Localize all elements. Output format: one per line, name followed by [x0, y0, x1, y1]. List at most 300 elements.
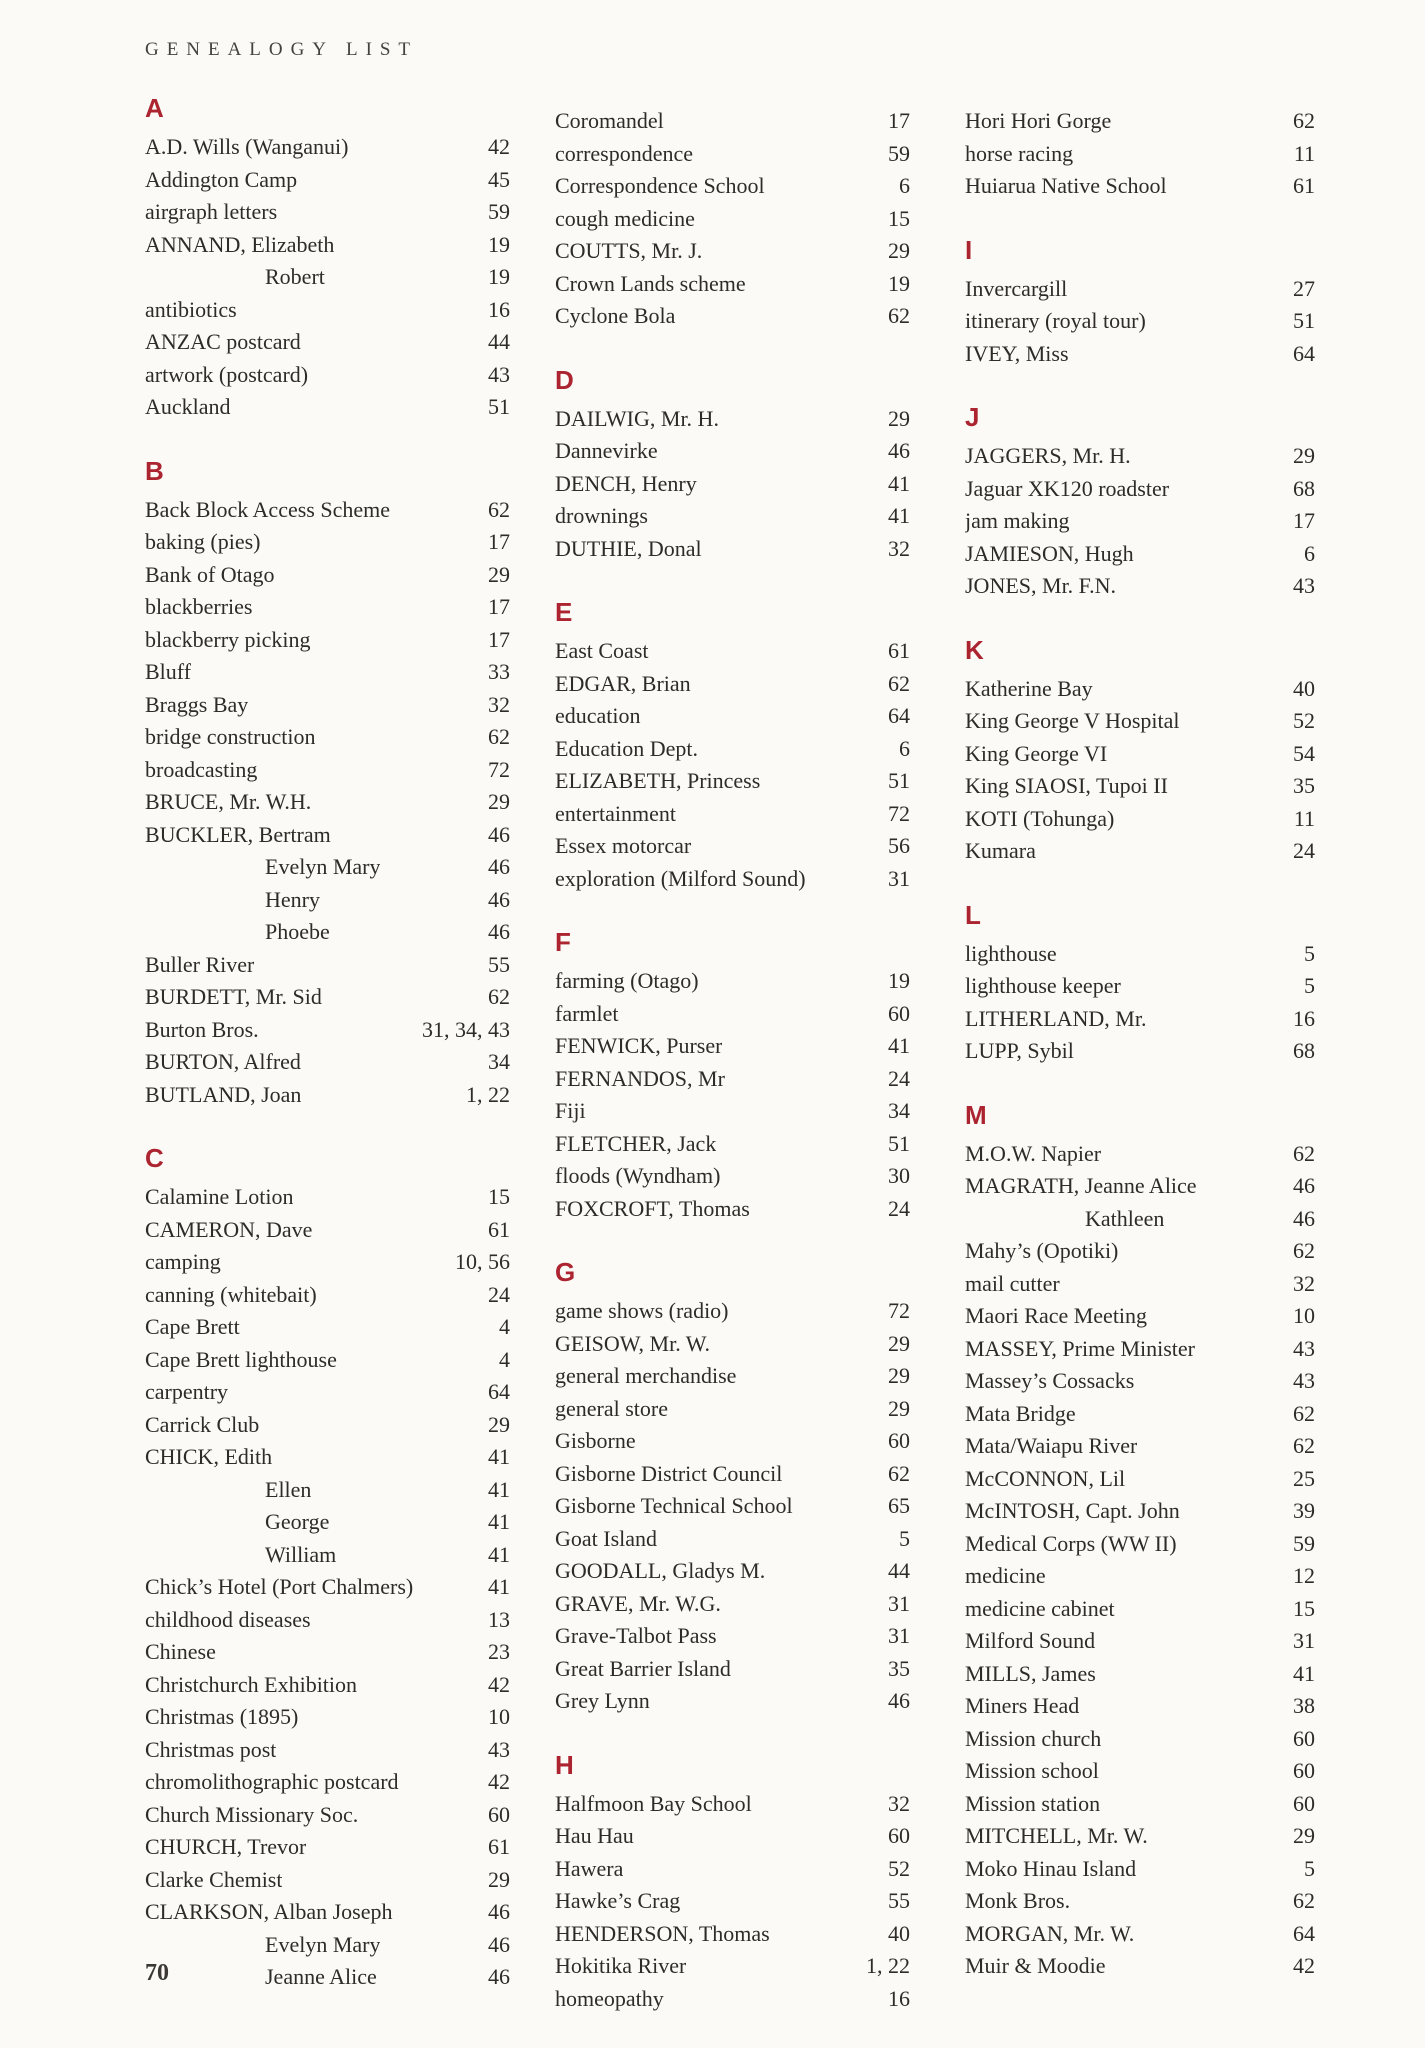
entry-pages: 24: [888, 1195, 910, 1221]
index-entry: [965, 803, 1315, 836]
entry-label: medicine cabinet: [965, 1595, 1115, 1621]
entry-pages: 30: [888, 1163, 910, 1188]
index-entry: [965, 1333, 1315, 1366]
entry-label: Mission school: [965, 1758, 1099, 1783]
entry-label: JONES, Mr. F.N.: [965, 573, 1117, 598]
entry-pages: 41: [488, 1574, 510, 1599]
entry-label: Burton Bros.: [145, 1016, 259, 1042]
entry-label: game shows (radio): [555, 1298, 729, 1323]
entry-pages: 64: [888, 703, 910, 728]
entry-label: DAILWIG, Mr. H.: [555, 405, 719, 431]
index-entry: [555, 1360, 910, 1393]
index-entry: [555, 1788, 910, 1821]
section-F: [555, 929, 910, 1225]
entry-label: FENWICK, Purser: [555, 1033, 723, 1058]
index-entry: [965, 1003, 1315, 1036]
index-entry: [145, 624, 510, 657]
section-H: [555, 1749, 910, 2016]
entry-pages: 31: [888, 865, 910, 891]
index-entry: [145, 1831, 510, 1864]
entry-pages: 72: [488, 756, 510, 782]
entry-label: Moko Hinau Island: [965, 1855, 1137, 1881]
index-entry: [555, 1685, 910, 1718]
entry-pages: 29: [888, 238, 910, 263]
index-entry: [145, 1441, 510, 1474]
entry-pages: 43: [1293, 1368, 1315, 1393]
entry-pages: 46: [488, 1931, 510, 1957]
index-entry: [555, 765, 910, 798]
entry-label: Coromandel: [555, 108, 664, 133]
index-entry: [555, 1095, 910, 1128]
entry-pages: 51: [1293, 308, 1315, 333]
entry-pages: 5: [1304, 1855, 1315, 1881]
entry-label: baking (pies): [145, 529, 261, 554]
entry-pages: 46: [488, 886, 510, 912]
entry-pages: 46: [488, 821, 510, 847]
entry-label: MAGRATH, Jeanne Alice: [965, 1173, 1197, 1198]
entry-pages: 52: [888, 1855, 910, 1881]
entry-label: floods (Wyndham): [555, 1163, 721, 1188]
entry-label: JAGGERS, Mr. H.: [965, 443, 1131, 468]
entry-pages: 19: [888, 270, 910, 296]
entry-label: canning (whitebait): [145, 1281, 317, 1307]
index-entry: [965, 1885, 1315, 1918]
section-letter: F: [555, 927, 571, 957]
entry-label: farming (Otago): [555, 968, 699, 993]
index-entry: [965, 170, 1315, 203]
index-entry: [555, 1620, 910, 1653]
entry-pages: 43: [488, 1736, 510, 1762]
index-entry: [145, 1539, 510, 1572]
index-entry: [145, 359, 510, 392]
section-letter: D: [555, 364, 574, 395]
entry-pages: 31, 34, 43: [422, 1016, 510, 1042]
index-entry: [555, 1328, 910, 1361]
section-letter: K: [965, 634, 984, 665]
index-column-3: [965, 95, 1315, 1983]
index-entry: [965, 1365, 1315, 1398]
section-M: [965, 1099, 1315, 1983]
index-entry: [555, 1193, 910, 1226]
entry-label: drownings: [555, 503, 648, 528]
index-entry: [145, 1701, 510, 1734]
entry-pages: 24: [488, 1281, 510, 1307]
entry-label: Braggs Bay: [145, 691, 249, 717]
entry-pages: 64: [1293, 1920, 1315, 1946]
index-entry: [555, 533, 910, 566]
entry-pages: 42: [488, 134, 510, 159]
entry-pages: 51: [488, 394, 510, 419]
index-entry: [965, 305, 1315, 338]
index-column-1: [145, 95, 510, 1994]
entry-pages: 68: [1293, 1038, 1315, 1063]
entry-pages: 17: [488, 626, 510, 652]
entry-pages: 54: [1293, 740, 1315, 766]
entry-pages: 42: [488, 1769, 510, 1794]
entry-label: education: [555, 703, 641, 728]
entry-pages: 29: [888, 405, 910, 431]
entry-pages: 15: [488, 1184, 510, 1209]
entry-label: McCONNON, Lil: [965, 1465, 1126, 1491]
entry-pages: 10: [1293, 1303, 1315, 1328]
index-entry: [965, 1853, 1315, 1886]
index-entry: [965, 273, 1315, 306]
entry-pages: 23: [488, 1639, 510, 1664]
entry-label: carpentry: [145, 1379, 229, 1404]
entry-pages: 32: [888, 1790, 910, 1816]
entry-label: Essex motorcar: [555, 833, 692, 858]
entry-label: Robert: [265, 264, 325, 289]
entry-label: McINTOSH, Capt. John: [965, 1498, 1180, 1523]
entry-label: Christmas post: [145, 1736, 277, 1762]
entry-pages: 29: [888, 1395, 910, 1421]
entry-pages: 62: [488, 724, 510, 749]
entry-pages: 17: [488, 529, 510, 554]
entry-label: homeopathy: [555, 1985, 664, 2011]
entry-pages: 51: [888, 1130, 910, 1156]
entry-pages: 43: [1293, 573, 1315, 598]
index-entry: [555, 1853, 910, 1886]
entry-label: Fiji: [555, 1098, 586, 1123]
entry-label: Kathleen: [1085, 1205, 1165, 1231]
entry-pages: 62: [888, 1460, 910, 1486]
index-entry: [145, 1636, 510, 1669]
entry-pages: 46: [488, 854, 510, 879]
entry-pages: 64: [488, 1379, 510, 1404]
index-entry: [555, 635, 910, 668]
index-entry: [555, 1555, 910, 1588]
entry-label: JAMIESON, Hugh: [965, 540, 1134, 566]
entry-pages: 44: [488, 329, 510, 354]
entry-label: LITHERLAND, Mr.: [965, 1005, 1147, 1031]
index-entry: [555, 965, 910, 998]
entry-pages: 29: [488, 1866, 510, 1892]
index-entry: [965, 938, 1315, 971]
index-entry: [145, 1766, 510, 1799]
index-entry: [145, 754, 510, 787]
entry-label: DUTHIE, Donal: [555, 535, 702, 561]
entry-pages: 68: [1293, 475, 1315, 501]
entry-label: Grey Lynn: [555, 1688, 650, 1713]
index-entry: [965, 1035, 1315, 1068]
index-entry: [555, 1425, 910, 1458]
entry-label: Medical Corps (WW II): [965, 1530, 1177, 1556]
entry-label: Crown Lands scheme: [555, 270, 746, 296]
index-entry: [965, 1235, 1315, 1268]
entry-pages: 29: [488, 789, 510, 814]
entry-label: BURTON, Alfred: [145, 1049, 301, 1074]
entry-label: FERNANDOS, Mr: [555, 1065, 725, 1091]
section-letter: J: [965, 402, 980, 432]
index-entry: [965, 1658, 1315, 1691]
entry-pages: 61: [488, 1834, 510, 1859]
index-entry: [145, 1506, 510, 1539]
index-entry: [965, 570, 1315, 603]
index-entry: [145, 1571, 510, 1604]
index-entry: [145, 1799, 510, 1832]
index-entry: [145, 1961, 510, 1994]
entry-label: Great Barrier Island: [555, 1655, 731, 1681]
entry-label: jam making: [965, 508, 1070, 533]
entry-pages: 32: [888, 535, 910, 561]
section-J: [965, 404, 1315, 603]
entry-label: Evelyn Mary: [265, 1931, 381, 1957]
entry-pages: 62: [1293, 1140, 1315, 1166]
entry-label: Mahy’s (Opotiki): [965, 1238, 1119, 1263]
entry-pages: 40: [888, 1920, 910, 1946]
entry-pages: 19: [488, 264, 510, 289]
entry-label: Hau Hau: [555, 1823, 634, 1848]
entry-pages: 25: [1293, 1465, 1315, 1491]
index-entry: [145, 819, 510, 852]
entry-label: blackberry picking: [145, 626, 311, 652]
index-entry: [555, 1160, 910, 1193]
entry-label: Milford Sound: [965, 1628, 1096, 1653]
entry-pages: 31: [888, 1623, 910, 1648]
entry-pages: 4: [499, 1314, 510, 1339]
entry-pages: 62: [888, 670, 910, 696]
entry-label: Church Missionary Soc.: [145, 1801, 359, 1827]
section-B: [145, 455, 510, 1112]
section-letter: G: [555, 1257, 576, 1287]
index-entry: [145, 1014, 510, 1047]
entry-label: Kumara: [965, 838, 1036, 863]
entry-pages: 60: [888, 1428, 910, 1453]
index-entry: [965, 538, 1315, 571]
index-entry: [145, 1046, 510, 1079]
index-entry: [555, 435, 910, 468]
entry-pages: 59: [888, 140, 910, 166]
section-C: [145, 1145, 510, 1994]
index-entry: [965, 1138, 1315, 1171]
index-entry: [555, 1063, 910, 1096]
index-entry: [145, 229, 510, 262]
entry-label: mail cutter: [965, 1270, 1060, 1296]
index-entry: [145, 949, 510, 982]
index-entry: [145, 1376, 510, 1409]
index-entry: [145, 851, 510, 884]
entry-pages: 60: [1293, 1758, 1315, 1783]
entry-pages: 39: [1293, 1498, 1315, 1523]
entry-pages: 31: [1293, 1628, 1315, 1653]
entry-label: airgraph letters: [145, 199, 278, 224]
index-entry: [555, 1295, 910, 1328]
entry-pages: 29: [488, 561, 510, 587]
entry-pages: 41: [488, 1541, 510, 1567]
entry-label: broadcasting: [145, 756, 258, 782]
index-entry: [145, 689, 510, 722]
section-letter: M: [965, 1099, 987, 1130]
index-entry: [965, 705, 1315, 738]
entry-pages: 4: [499, 1346, 510, 1372]
entry-pages: 6: [1304, 540, 1315, 566]
index-entry: [555, 1983, 910, 2016]
entry-label: general merchandise: [555, 1363, 737, 1388]
entry-label: Gisborne Technical School: [555, 1493, 793, 1518]
entry-label: BRUCE, Mr. W.H.: [145, 789, 312, 814]
entry-label: Hori Hori Gorge: [965, 108, 1112, 133]
entry-pages: 60: [888, 1000, 910, 1026]
entry-label: Carrick Club: [145, 1411, 260, 1437]
entry-label: ANNAND, Elizabeth: [145, 231, 335, 257]
index-entry: [555, 1393, 910, 1426]
entry-pages: 41: [488, 1444, 510, 1469]
entry-label: A.D. Wills (Wanganui): [145, 134, 349, 159]
entry-pages: 17: [888, 108, 910, 133]
entry-label: EDGAR, Brian: [555, 670, 691, 696]
entry-pages: 29: [888, 1363, 910, 1388]
section-letter: B: [145, 455, 164, 486]
entry-pages: 61: [888, 638, 910, 663]
index-entry: [965, 1788, 1315, 1821]
entry-label: HENDERSON, Thomas: [555, 1920, 770, 1946]
index-entry: [145, 526, 510, 559]
entry-pages: 24: [1293, 838, 1315, 863]
entry-pages: 17: [1293, 508, 1315, 533]
entry-label: antibiotics: [145, 296, 237, 322]
entry-label: Clarke Chemist: [145, 1866, 283, 1892]
entry-pages: 16: [888, 1985, 910, 2011]
index-entry: [555, 170, 910, 203]
entry-pages: 62: [488, 496, 510, 522]
entry-pages: 33: [488, 659, 510, 684]
index-entry: [965, 1398, 1315, 1431]
entry-label: Mata/Waiapu River: [965, 1433, 1138, 1458]
entry-pages: 62: [1293, 1888, 1315, 1913]
entry-pages: 61: [1293, 173, 1315, 198]
entry-label: Chinese: [145, 1639, 216, 1664]
entry-pages: 31: [888, 1590, 910, 1616]
entry-pages: 12: [1293, 1563, 1315, 1588]
entry-pages: 1, 22: [866, 1953, 910, 1978]
entry-label: correspondence: [555, 140, 694, 166]
index-entry: [145, 1344, 510, 1377]
index-entry: [555, 998, 910, 1031]
entry-label: KOTI (Tohunga): [965, 805, 1115, 831]
entry-pages: 41: [1293, 1660, 1315, 1686]
entry-label: Muir & Moodie: [965, 1953, 1106, 1978]
entry-pages: 11: [1293, 140, 1315, 166]
entry-label: general store: [555, 1395, 668, 1421]
index-entry: [555, 798, 910, 831]
index-entry: [965, 1203, 1315, 1236]
entry-pages: 46: [488, 919, 510, 944]
entry-label: Christchurch Exhibition: [145, 1671, 358, 1697]
index-entry: [145, 1311, 510, 1344]
section-G: [555, 1259, 910, 1718]
entry-pages: 44: [888, 1558, 910, 1583]
index-entry: [145, 1279, 510, 1312]
index-entry: [555, 203, 910, 236]
index-entry: [145, 1409, 510, 1442]
entry-pages: 41: [888, 503, 910, 528]
index-entry: [555, 1458, 910, 1491]
entry-label: Jeanne Alice: [265, 1964, 377, 1989]
section-letter: I: [965, 234, 973, 265]
index-entry: [555, 1030, 910, 1063]
entry-pages: 51: [888, 768, 910, 793]
index-entry: [145, 494, 510, 527]
entry-pages: 55: [488, 951, 510, 977]
index-entry: [965, 1625, 1315, 1658]
entry-pages: 16: [1293, 1005, 1315, 1031]
entry-label: Auckland: [145, 394, 231, 419]
index-entry: [965, 1723, 1315, 1756]
index-entry: [965, 835, 1315, 868]
running-head: GENEALOGY LIST: [145, 38, 419, 60]
index-entry: [965, 738, 1315, 771]
index-entry: [145, 1246, 510, 1279]
entry-label: Cape Brett: [145, 1314, 240, 1339]
index-entry: [555, 1918, 910, 1951]
entry-label: CAMERON, Dave: [145, 1216, 313, 1242]
entry-pages: 42: [1293, 1953, 1315, 1978]
entry-pages: 41: [888, 1033, 910, 1058]
entry-label: William: [265, 1541, 337, 1567]
entry-pages: 59: [488, 199, 510, 224]
index-entry: [555, 268, 910, 301]
entry-label: East Coast: [555, 638, 649, 663]
index-entry: [555, 733, 910, 766]
index-entry: [965, 970, 1315, 1003]
entry-pages: 46: [488, 1899, 510, 1924]
index-entry: [965, 1820, 1315, 1853]
entry-label: Jaguar XK120 roadster: [965, 475, 1170, 501]
entry-pages: 46: [1293, 1173, 1315, 1198]
entry-label: Miners Head: [965, 1693, 1080, 1718]
entry-label: M.O.W. Napier: [965, 1140, 1102, 1166]
entry-label: farmlet: [555, 1000, 619, 1026]
section-continued: [555, 95, 910, 333]
entry-label: cough medicine: [555, 205, 695, 231]
entry-label: lighthouse keeper: [965, 973, 1121, 998]
index-entry: [145, 981, 510, 1014]
section-letter: L: [965, 899, 981, 930]
entry-pages: 35: [888, 1655, 910, 1681]
entry-label: itinerary (royal tour): [965, 308, 1146, 333]
entry-label: Ellen: [265, 1476, 312, 1502]
index-entry: [965, 1430, 1315, 1463]
entry-label: exploration (Milford Sound): [555, 865, 806, 891]
entry-pages: 42: [488, 1671, 510, 1697]
entry-label: King SIAOSI, Tupoi II: [965, 773, 1168, 798]
index-entry: [145, 721, 510, 754]
entry-label: Hawke’s Crag: [555, 1888, 681, 1913]
index-entry: [555, 1885, 910, 1918]
entry-pages: 72: [888, 1298, 910, 1323]
entry-label: Chick’s Hotel (Port Chalmers): [145, 1574, 414, 1599]
entry-label: chromolithographic postcard: [145, 1769, 399, 1794]
page-number: 70: [145, 1960, 169, 1986]
index-entry: [145, 196, 510, 229]
entry-pages: 62: [888, 303, 910, 328]
entry-label: MITCHELL, Mr. W.: [965, 1823, 1148, 1848]
section-letter: C: [145, 1143, 164, 1173]
index-entry: [145, 591, 510, 624]
index-entry: [145, 1181, 510, 1214]
entry-pages: 13: [488, 1606, 510, 1632]
entry-pages: 11: [1293, 805, 1315, 831]
entry-pages: 59: [1293, 1530, 1315, 1556]
entry-pages: 24: [888, 1065, 910, 1091]
entry-label: Monk Bros.: [965, 1888, 1071, 1913]
entry-label: Gisborne: [555, 1428, 636, 1453]
entry-pages: 60: [488, 1801, 510, 1827]
entry-label: childhood diseases: [145, 1606, 311, 1632]
index-entry: [145, 294, 510, 327]
entry-label: COUTTS, Mr. J.: [555, 238, 703, 263]
index-entry: [555, 1950, 910, 1983]
